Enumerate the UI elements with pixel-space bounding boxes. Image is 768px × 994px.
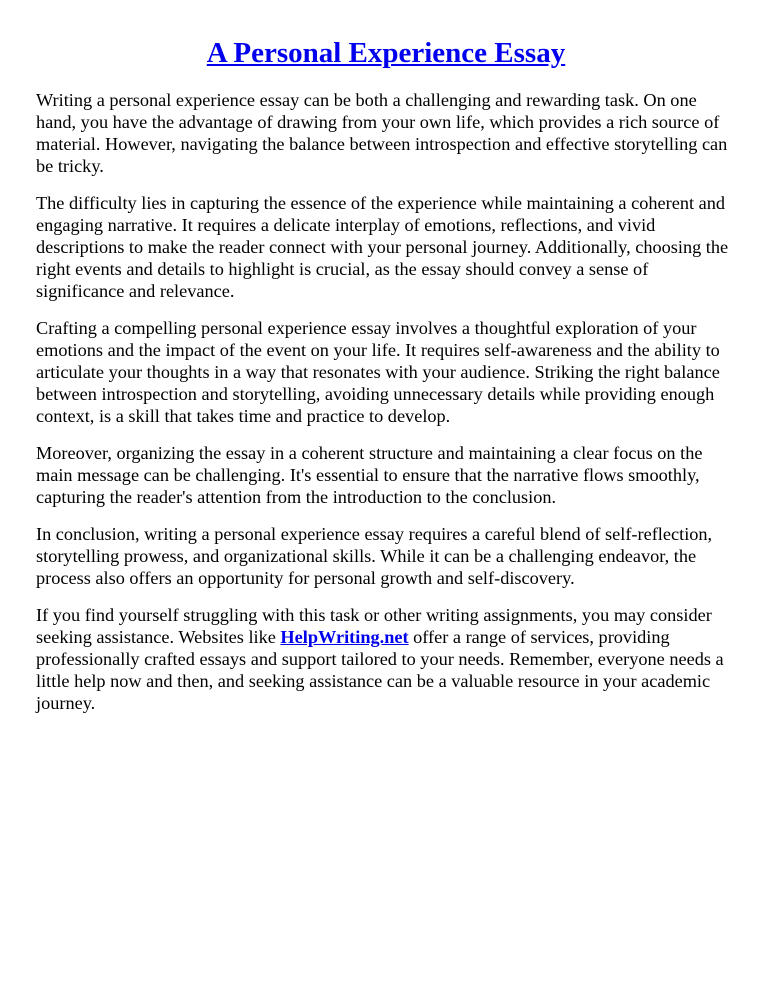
paragraph-4: Moreover, organizing the essay in a coherent structure and maintaining a clear focus on the main message can be challenging. It's essential to ensure that the narrative flows smoothly, capturing the reader's attention from the introduction to the conclusion. bbox=[36, 443, 703, 507]
paragraph-6 bbox=[36, 604, 736, 714]
title-link[interactable]: A Personal Experience Essay bbox=[206, 37, 566, 69]
paragraph-2: The difficulty lies in capturing the essence of the experience while maintaining a coherent and engaging narrative. It requires a delicate interplay of emotions, reflections, and vivid descriptions to make the reader connect with your personal journey. Additionally, choosing the right events and details to highlight is crucial, as the essay should convey a sense of significance and relevance. bbox=[36, 193, 729, 301]
paragraph-5: In conclusion, writing a personal experience essay requires a careful blend of self-reflection, storytelling prowess, and organizational skills. While it can be a challenging endeavor, the process also offers an opportunity for personal growth and self-discovery. bbox=[36, 524, 713, 588]
paragraph-6-before-link: If you find yourself struggling with this task or other writing assignments, you may consider seeking assistance. Websites like bbox=[36, 605, 712, 647]
paragraph-3: Crafting a compelling personal experience essay involves a thoughtful exploration of your emotions and the impact of the event on your life. It requires self-awareness and the ability to articulate your thoughts in a way that resonates with your audience. Striking the right balance between introspection and storytelling, avoiding unnecessary details while providing enough context, is a skill that takes time and practice to develop. bbox=[36, 318, 720, 426]
document-page bbox=[36, 0, 736, 714]
helpwriting-link[interactable]: HelpWriting.net bbox=[280, 627, 409, 647]
paragraph-6-after-link: offer a range of services, providing professionally crafted essays and support tailored to your needs. Remember, everyone needs a little help now and then, and seeking assistance can be a valuable resource in your academic journey. bbox=[36, 627, 724, 713]
paragraph-1: Writing a personal experience essay can be both a challenging and rewarding task. On one hand, you have the advantage of drawing from your own life, which provides a rich source of material. However, navigating the balance between introspection and effective storytelling can be tricky. bbox=[36, 90, 728, 176]
page-title bbox=[36, 36, 736, 70]
